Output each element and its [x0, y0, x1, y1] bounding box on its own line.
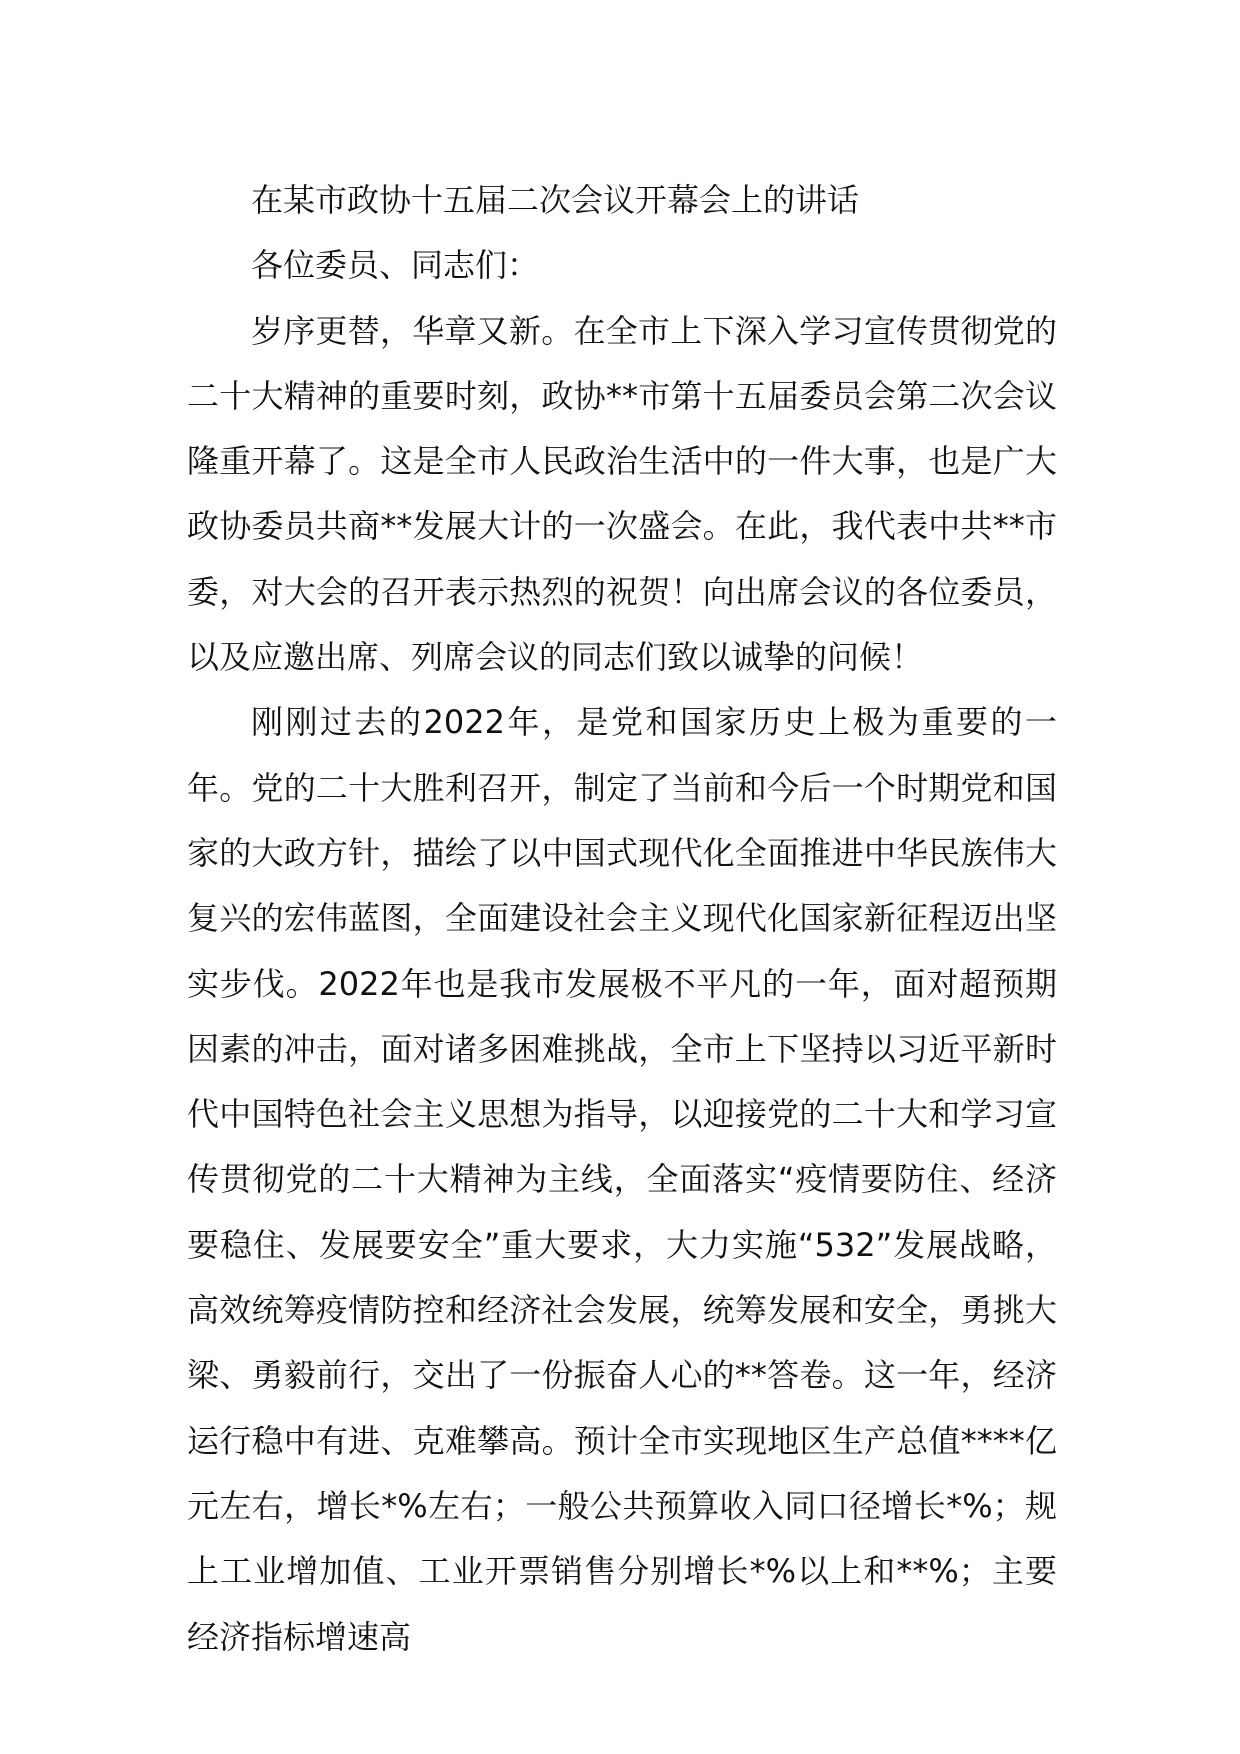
- document-page: [187, 168, 1057, 1670]
- paragraph-2: 刚刚过去的2022年，是党和国家历史上极为重要的一年。党的二十大胜利召开，制定了当前和今后一个时期党和国家的大政方针，描绘了以中国式现代化全面推进中华民族伟大复兴的宏伟蓝图，全面建设社会主义现代化国家新征程迈出坚实步伐。2022年也是我市发展极不平凡的一年，面对超预期因素的冲击，面对诸多困难挑战，全市上下坚持以习近平新时代中国特色社会主义思想为指导，以迎接党的二十大和学习宣传贯彻党的二十大精神为主线，全面落实“疫情要防住、经济要稳住、发展要安全”重大要求，大力实施“532”发展战略，高效统筹疫情防控和经济社会发展，统筹发展和安全，勇挑大梁、勇毅前行，交出了一份振奋人心的**答卷。这一年，经济运行稳中有进、克难攀高。预计全市实现地区生产总值****亿元左右，增长*%左右；一般公共预算收入同口径增长*%；规上工业增加值、工业开票销售分别增长*%以上和**%；主要经济指标增速高: [187, 703, 1057, 1656]
- document-title: 在某市政协十五届二次会议开幕会上的讲话: [251, 181, 860, 219]
- salutation: 各位委员、同志们：: [251, 246, 540, 285]
- paragraph-1: 岁序更替，华章又新。在全市上下深入学习宣传贯彻党的二十大精神的重要时刻，政协**市第十五届委员会第二次会议隆重开幕了。这是全市人民政治生活中的一件大事，也是广大政协委员共商**发展大计的一次盛会。在此，我代表中共**市委，对大会的召开表示热烈的祝贺！向出席会议的各位委员，以及应邀出席、列席会议的同志们致以诚挚的问候！: [187, 311, 1057, 677]
